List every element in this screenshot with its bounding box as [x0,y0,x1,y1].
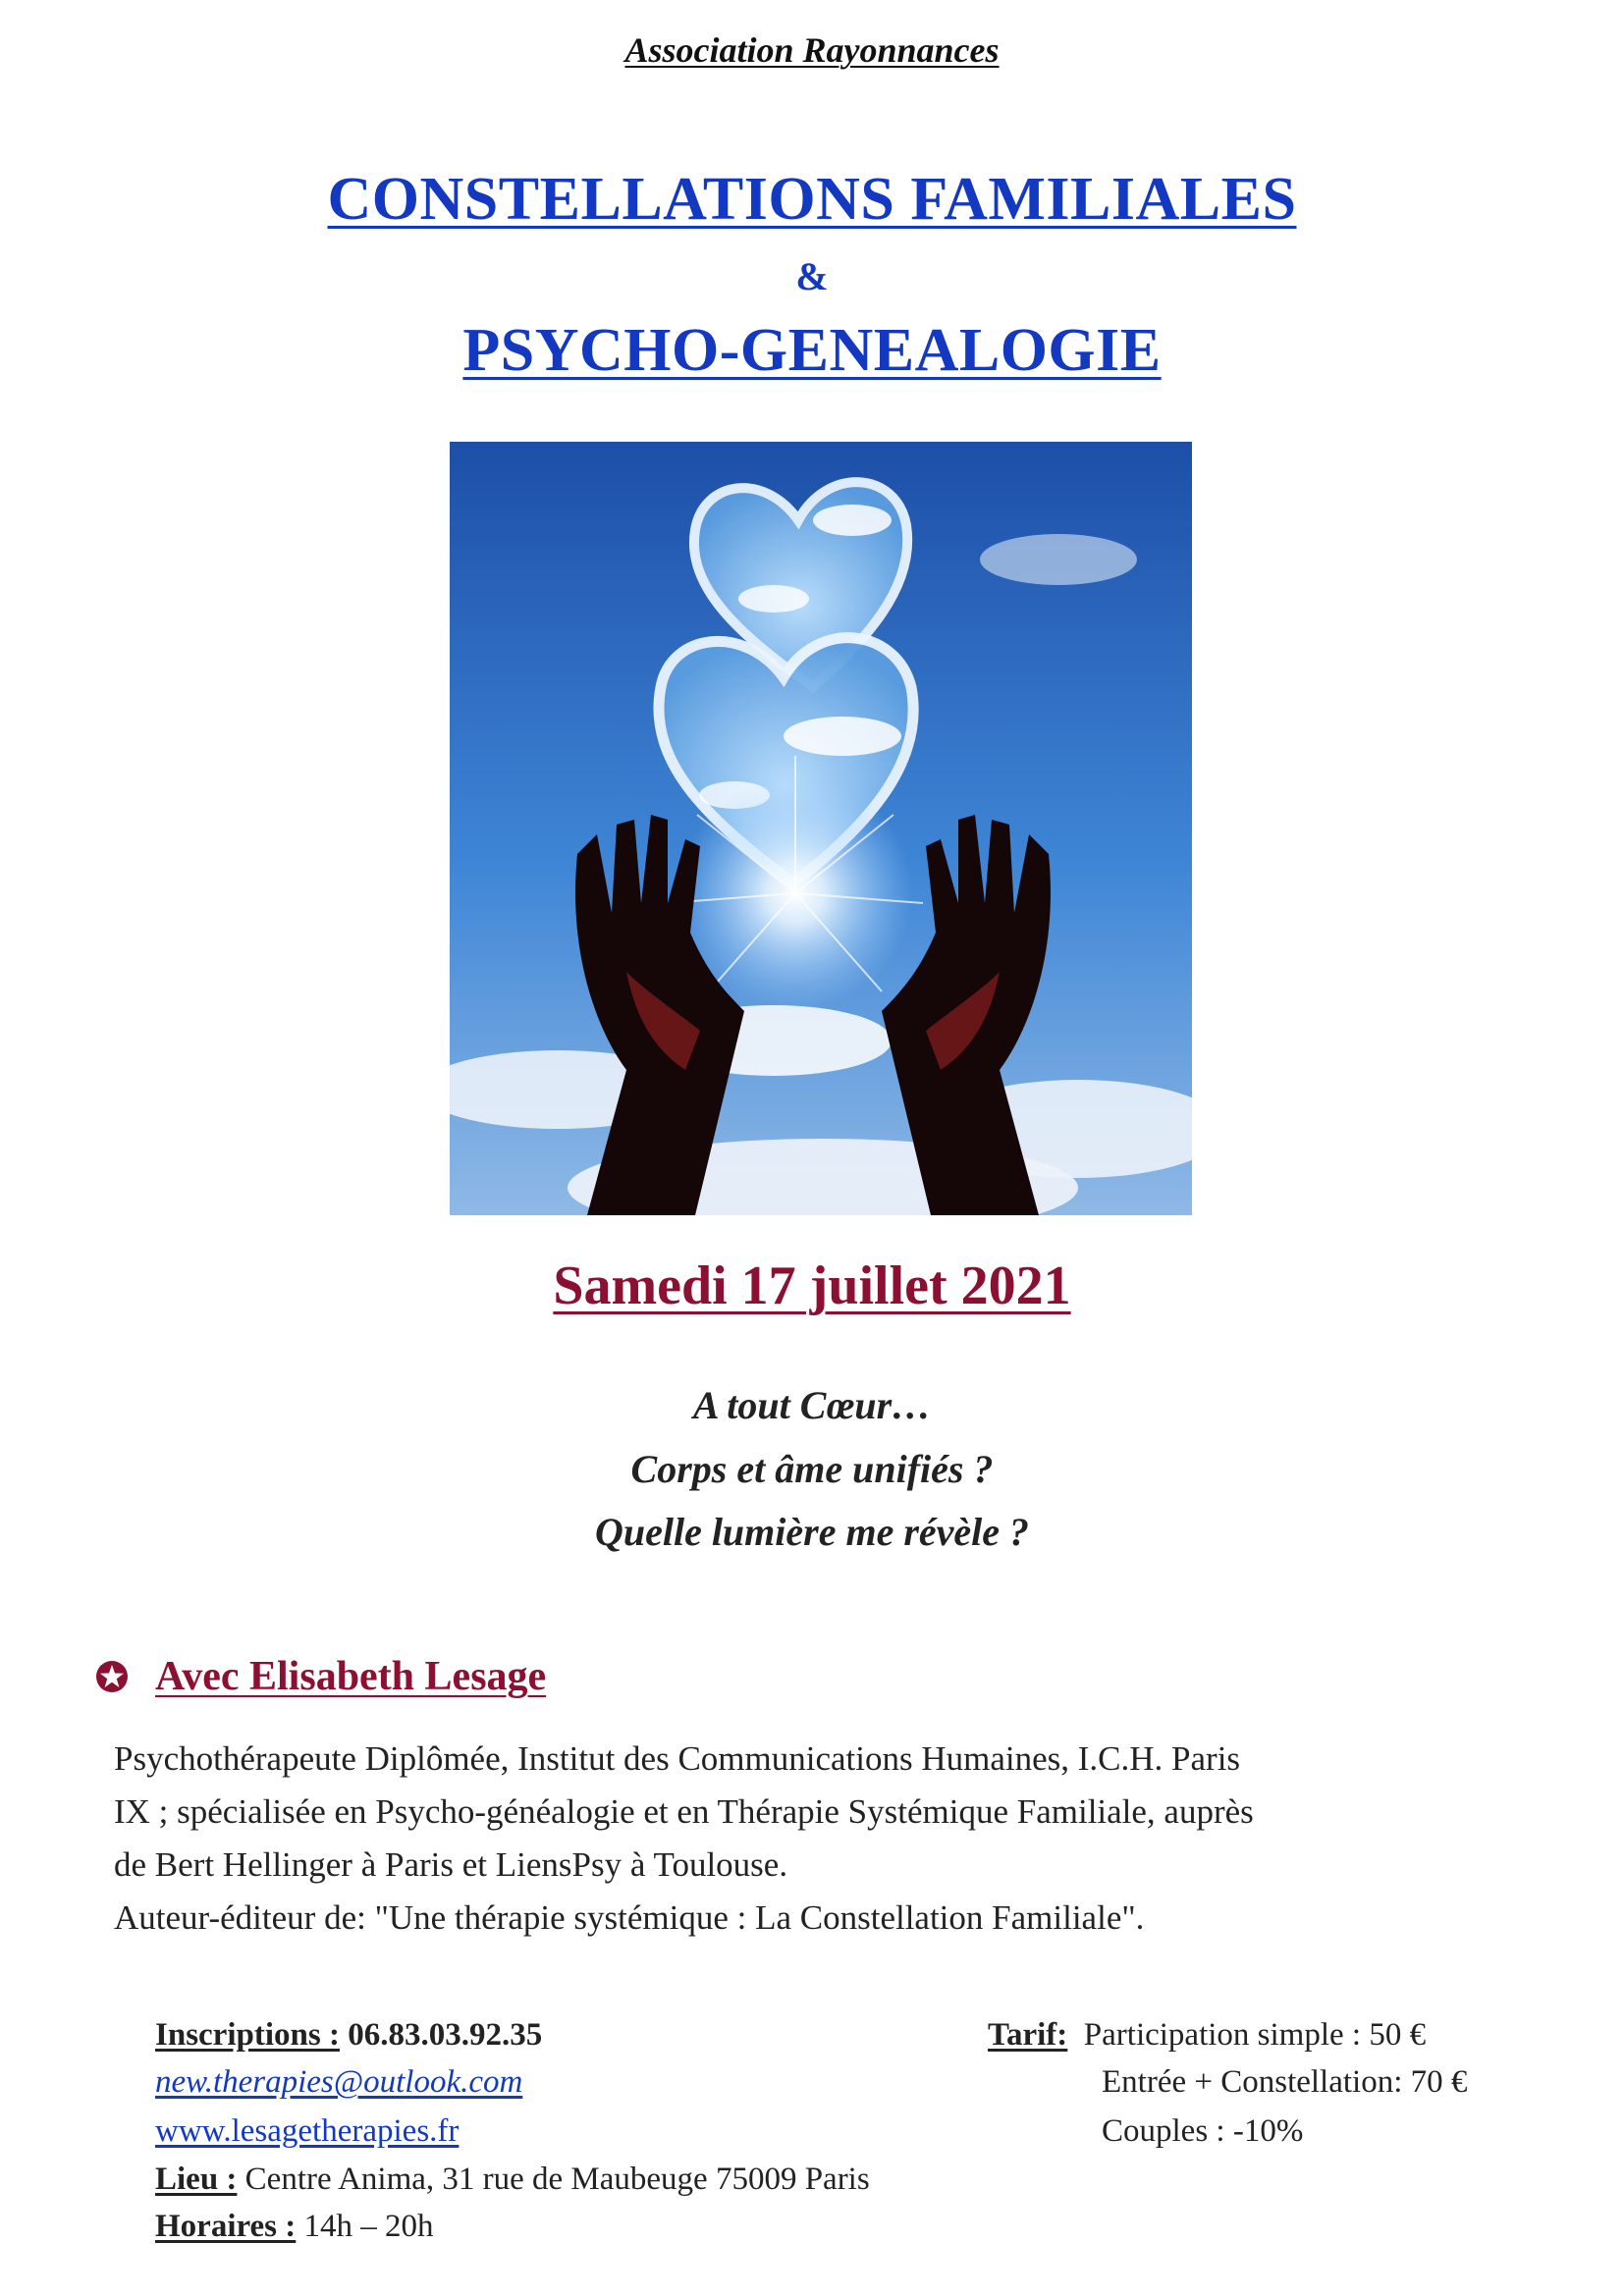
hearts-hands-image [450,442,1192,1215]
tarif-row [988,2017,1426,2054]
bio-line: Auteur-éditeur de: "Une thérapie systémique : La Constellation Familiale". [114,1898,1145,1937]
inscriptions-label: Inscriptions : [155,2017,340,2053]
website-link[interactable]: www.lesagetherapies.fr [155,2113,460,2149]
tarif-line: Entrée + Constellation: 70 € [1102,2064,1468,2100]
speaker-heading: Avec Elisabeth Lesage [155,1654,547,1699]
lieu-row [155,2162,870,2198]
bio-line: Psychothérapeute Diplômée, Institut des Communications Humaines, I.C.H. Paris [114,1739,1241,1778]
website-row [155,2113,459,2150]
inscriptions-row [155,2017,542,2054]
title-ampersand: & [795,254,829,298]
tagline-2: Corps et âme unifiés ? [630,1447,994,1491]
lieu-label: Lieu : [155,2162,238,2197]
horaires-value: 14h – 20h [303,2209,434,2244]
tagline-3: Quelle lumière me révèle ? [594,1510,1030,1554]
email-row [155,2064,522,2101]
association-name: Association Rayonnances [624,30,1000,70]
lieu-value: Centre Anima, 31 rue de Maubeuge 75009 Paris [244,2162,870,2197]
email-link[interactable]: new.therapies@outlook.com [155,2064,523,2100]
inscriptions-phone[interactable]: 06.83.03.92.35 [348,2017,543,2053]
title-psycho-genealogie: PSYCHO-GENEALOGIE [462,317,1162,384]
tarif-label: Tarif: [988,2017,1068,2053]
horaires-row [155,2209,434,2245]
tarif-line: Participation simple : 50 € [1083,2017,1427,2053]
tarif-line: Couples : -10% [1102,2113,1304,2149]
event-date: Samedi 17 juillet 2021 [553,1255,1071,1316]
horaires-label: Horaires : [155,2209,297,2244]
star-circle-icon [94,1659,130,1694]
tagline-1: A tout Cœur… [692,1383,932,1427]
bio-line: de Bert Hellinger à Paris et LiensPsy à Toulouse. [114,1845,788,1884]
title-constellations: CONSTELLATIONS FAMILIALES [327,166,1297,233]
bio-line: IX ; spécialisée en Psycho-généalogie et en Thérapie Systémique Familiale, auprès [114,1792,1254,1831]
